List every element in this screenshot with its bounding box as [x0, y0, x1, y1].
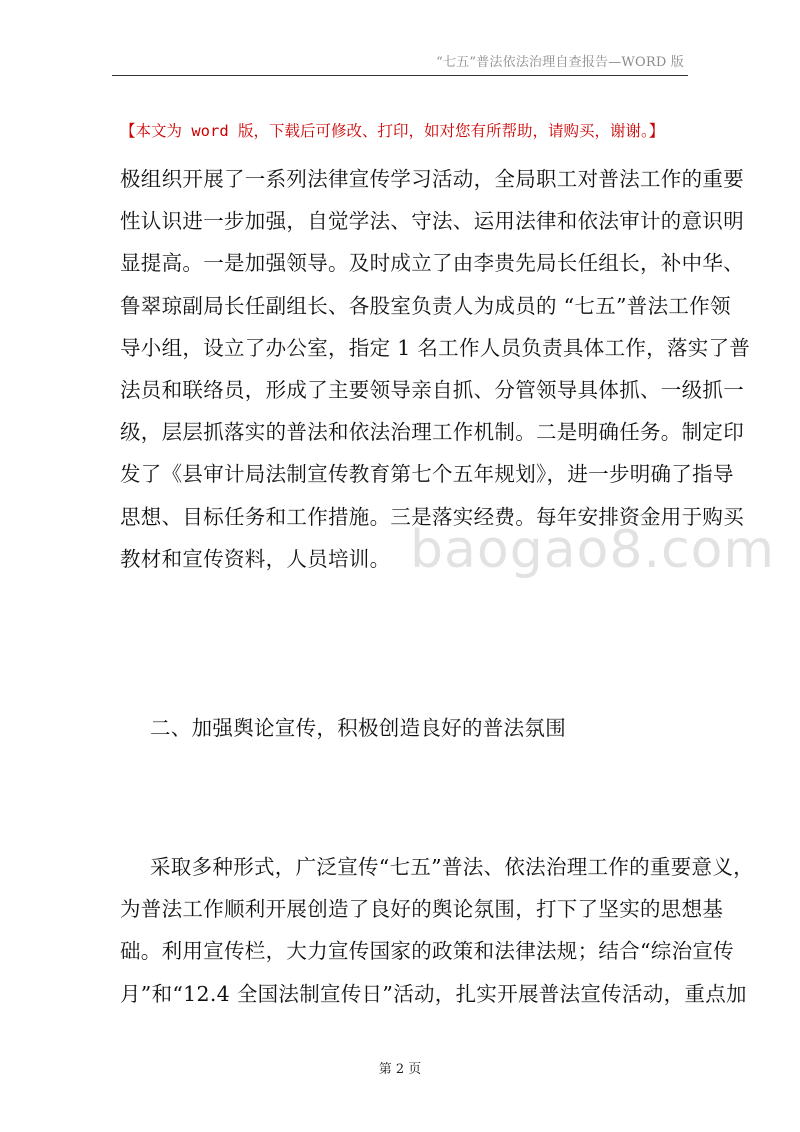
paragraph-2 — [120, 846, 754, 1015]
paragraph-line: 极组织开展了一系列法律宣传学习活动，全局职工对普法工作的重要 — [120, 167, 744, 191]
page-number: 第 2 页 — [378, 1062, 422, 1077]
paragraph-line: 为普法工作顺利开展创造了良好的舆论氛围，打下了坚实的思想基 — [120, 897, 724, 922]
paragraph-line: 鲁翠琼副局长任副组长、各股室负责人为成员的 “七五”普法工作领 — [120, 293, 731, 318]
paragraph-line: 础。利用宣传栏，大力宣传国家的政策和法律法规；结合“综治宣传 — [120, 939, 734, 964]
paragraph-line: 性认识进一步加强，自觉学法、守法、运用法律和依法审计的意识明 — [120, 209, 744, 234]
section-heading: 二、加强舆论宣传，积极创造良好的普法氛围 — [150, 716, 566, 740]
paragraph-1 — [120, 158, 751, 580]
paragraph-line: 导小组，设立了办公室，指定 1 名工作人员负责具体工作，落实了普 — [120, 335, 751, 360]
paragraph-line: 级，层层抓落实的普法和依法治理工作机制。二是明确任务。制定印 — [120, 420, 744, 445]
paragraph-line: 发了《县审计局法制宣传教育第七个五年规划》，进一步明确了指导 — [120, 462, 734, 487]
running-header: “七五”普法依法治理自查报告—WORD 版 — [436, 55, 684, 70]
watermark-text: baogao8.com — [410, 520, 776, 580]
paragraph-line: 月”和“12.4 全国法制宣传日”活动，扎实开展普法宣传活动，重点加 — [120, 981, 747, 1006]
paragraph-line: 教材和宣传资料，人员培训。 — [120, 546, 391, 571]
paragraph-line: 法员和联络员，形成了主要领导亲自抓、分管领导具体抓、一级抓一 — [120, 377, 744, 402]
header-divider — [112, 75, 688, 76]
paragraph-line: 显提高。一是加强领导。及时成立了由李贵先局长任组长，补中华、 — [120, 251, 744, 276]
download-notice: 【本文为 word 版，下载后可修改、打印，如对您有所帮助，请购买，谢谢。】 — [120, 122, 665, 140]
paragraph-line: 采取多种形式，广泛宣传“七五”普法、依法治理工作的重要意义， — [150, 855, 754, 879]
paragraph-line: 思想、目标任务和工作措施。三是落实经费。每年安排资金用于购买 — [120, 504, 744, 529]
